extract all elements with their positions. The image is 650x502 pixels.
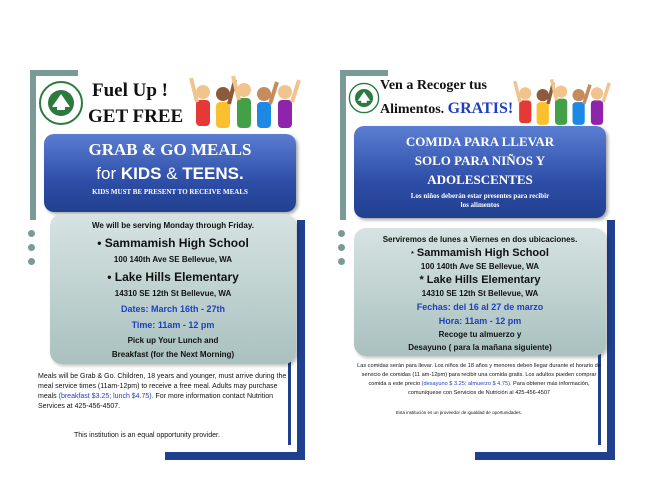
school-1-address: 100 140th Ave SE Bellevue, WA bbox=[420, 262, 540, 271]
banner-line-2: SOLO PARA NIÑOS Y bbox=[414, 153, 546, 168]
bellevue-school-district-logo-icon bbox=[38, 80, 84, 126]
banner-note-2: los alimentos bbox=[460, 201, 500, 209]
school-2-address: 14310 SE 12th St Bellevue, WA bbox=[114, 289, 232, 298]
headline-gratis: GRATIS! bbox=[447, 100, 514, 117]
decorative-dots bbox=[28, 230, 35, 272]
school-1-line bbox=[354, 247, 606, 259]
frame-bar-left bbox=[30, 70, 36, 220]
pickup-line-2: Desayuno ( para la mañana siguiente) bbox=[408, 343, 552, 352]
meal-info-paragraph bbox=[38, 372, 292, 412]
banner-kids-teens bbox=[44, 164, 296, 184]
frame-bar-left bbox=[340, 70, 346, 220]
info-card-spanish bbox=[354, 228, 606, 356]
equal-opportunity-statement: This institution is an equal opportunity provider. bbox=[74, 432, 220, 439]
grab-and-go-banner bbox=[44, 134, 296, 212]
banner-line-3: ADOLESCENTES bbox=[427, 172, 533, 187]
banner-teens: TEENS. bbox=[182, 164, 244, 183]
banner-kids: KIDS bbox=[120, 164, 162, 183]
bellevue-school-district-logo-icon bbox=[348, 82, 380, 114]
headline-get-free: GET FREE bbox=[88, 106, 184, 127]
school-1-line bbox=[50, 236, 296, 250]
decorative-dots bbox=[338, 230, 345, 272]
equal-opportunity-statement: Esta institución es un proveedor de igualdad de oportunidades. bbox=[396, 410, 522, 415]
headline-fuel-up: Fuel Up ! bbox=[92, 80, 168, 101]
banner-title: GRAB & GO MEALS bbox=[88, 140, 252, 159]
service-dates: Fechas: del 16 al 27 de marzo bbox=[416, 302, 544, 312]
meal-info-text-b: Para obtener más información, comuníquese con Servicios de Nutrición al 425-456-4507 bbox=[407, 381, 590, 396]
bullet-2: • bbox=[107, 270, 112, 284]
headline-alimentos-word: Alimentos. bbox=[380, 102, 445, 117]
bullet-1: • bbox=[97, 236, 102, 250]
banner-line-1: COMIDA PARA LLEVAR bbox=[405, 134, 555, 149]
school-1-address: 100 140th Ave SE Bellevue, WA bbox=[113, 255, 233, 264]
headline-ven-a-recoger: Ven a Recoger tus bbox=[380, 78, 487, 93]
school-2-line bbox=[354, 274, 606, 286]
banner-note-1: Los niños deberán estar presentes para recibir bbox=[410, 192, 550, 200]
banner-for: for bbox=[96, 164, 117, 183]
frame-bar-right bbox=[607, 220, 615, 460]
meal-info-text-b: For more information contact Nutrition Services at 425-456-4507. bbox=[38, 393, 274, 410]
meal-info-text-a: Las comidas serán para llevar. Los niños de 18 años y menores deben llegar durante el horario de servicio de comidas (11 am-12pm) para recibir una comida gratis. Los adultos pueden comprar comida a este precio bbox=[357, 363, 601, 387]
school-2-name: Lake Hills Elementary bbox=[114, 270, 239, 284]
cheering-kids-illustration-icon bbox=[513, 74, 611, 132]
cheering-kids-illustration-icon bbox=[189, 74, 301, 132]
headline-alimentos bbox=[380, 100, 513, 118]
service-dates: Dates: March 16th - 27th bbox=[120, 304, 226, 314]
pickup-line-2: Breakfast (for the Next Morning) bbox=[111, 350, 235, 359]
serving-days: We will be serving Monday through Friday. bbox=[92, 221, 254, 230]
info-card-english bbox=[50, 214, 296, 364]
pickup-line-1: Recoge tu almuerzo y bbox=[438, 330, 522, 339]
banner-amp: & bbox=[166, 164, 178, 183]
school-1-name: Sammamish High School bbox=[416, 247, 549, 259]
star-1: * bbox=[411, 251, 414, 258]
pickup-line-1: Pick up Your Lunch and bbox=[127, 336, 219, 345]
comida-para-llevar-banner bbox=[354, 126, 606, 218]
star-2: * bbox=[419, 274, 424, 286]
school-1-name: Sammamish High School bbox=[104, 236, 249, 250]
service-time: Hora: 11am - 12 pm bbox=[438, 316, 522, 326]
frame-bar-top bbox=[340, 70, 388, 76]
meal-prices: (breakfast $3.25; lunch $4.75). bbox=[58, 393, 154, 400]
frame-bar-top bbox=[30, 70, 78, 76]
flyer-spanish bbox=[340, 70, 615, 460]
frame-bar-bottom bbox=[165, 452, 305, 460]
meal-info-text-a: Meals will be Grab & Go. Children, 18 years and younger, must arrive during the meal service times (11am-12pm) to receive a free meal. Adults may purchase meals bbox=[38, 373, 287, 400]
school-2-address: 14310 SE 12th St Bellevue, WA bbox=[421, 289, 539, 298]
meal-prices: (desayuno $ 3.25; almuerzo $ 4.75). bbox=[421, 381, 512, 387]
meal-info-paragraph bbox=[354, 362, 604, 398]
banner-note: KIDS MUST BE PRESENT TO RECEIVE MEALS bbox=[92, 188, 248, 196]
service-time: Time: 11am - 12 pm bbox=[131, 320, 215, 330]
frame-bar-right bbox=[297, 220, 305, 460]
school-2-line bbox=[50, 270, 296, 284]
flyer-english bbox=[30, 70, 305, 460]
frame-bar-bottom bbox=[475, 452, 615, 460]
serving-days: Serviremos de lunes a Viernes en dos ubicaciones. bbox=[382, 235, 578, 244]
school-2-name: Lake Hills Elementary bbox=[426, 274, 541, 286]
